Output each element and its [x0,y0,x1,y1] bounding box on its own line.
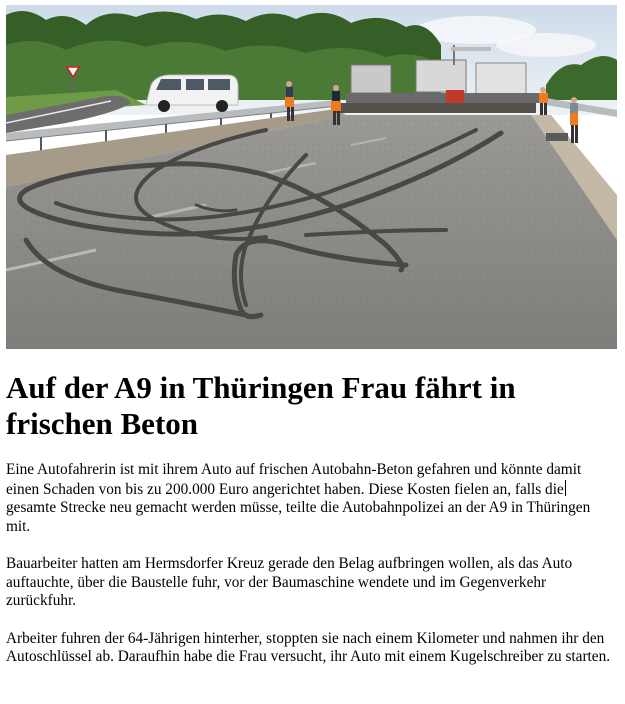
article-paragraph-3: Arbeiter fuhren der 64-Jährigen hinterher, stoppten sie nach einem Kilometer und nahmen ihr den Autoschlüssel ab. Daraufhin habe die Frau versucht, ihr Auto mit einem Kugelschreiber zu starten. [6,629,611,665]
road-construction-photo [6,5,617,349]
text-cursor [565,480,566,496]
article-body [6,461,618,686]
article-paragraph-2: Bauarbeiter hatten am Hermsdorfer Kreuz gerade den Belag aufbringen wollen, als das Auto auftauchte, über die Baustelle fuhr, vor der Baumaschine wendete und im Gegenverkehr zurückfuhr. [6,555,573,609]
article-paragraph-1 [6,461,618,536]
paragraph-1-text-start: Eine Autofahrerin ist mit ihrem Auto auf frischen Autobahn-Beton gefahren und könnte damit einen Schaden von bis zu 200.000 Euro angerichtet haben. Diese Kosten fielen an, falls die [6,461,582,498]
article-headline: Auf der A9 in Thüringen Frau fährt in frischen Beton [6,370,516,441]
paragraph-1-text-end: gesamte Strecke neu gemacht werden müsse, teilte die Autobahnpolizei an der A9 in Thüringen mit. [6,499,591,535]
article-photo [6,5,617,349]
